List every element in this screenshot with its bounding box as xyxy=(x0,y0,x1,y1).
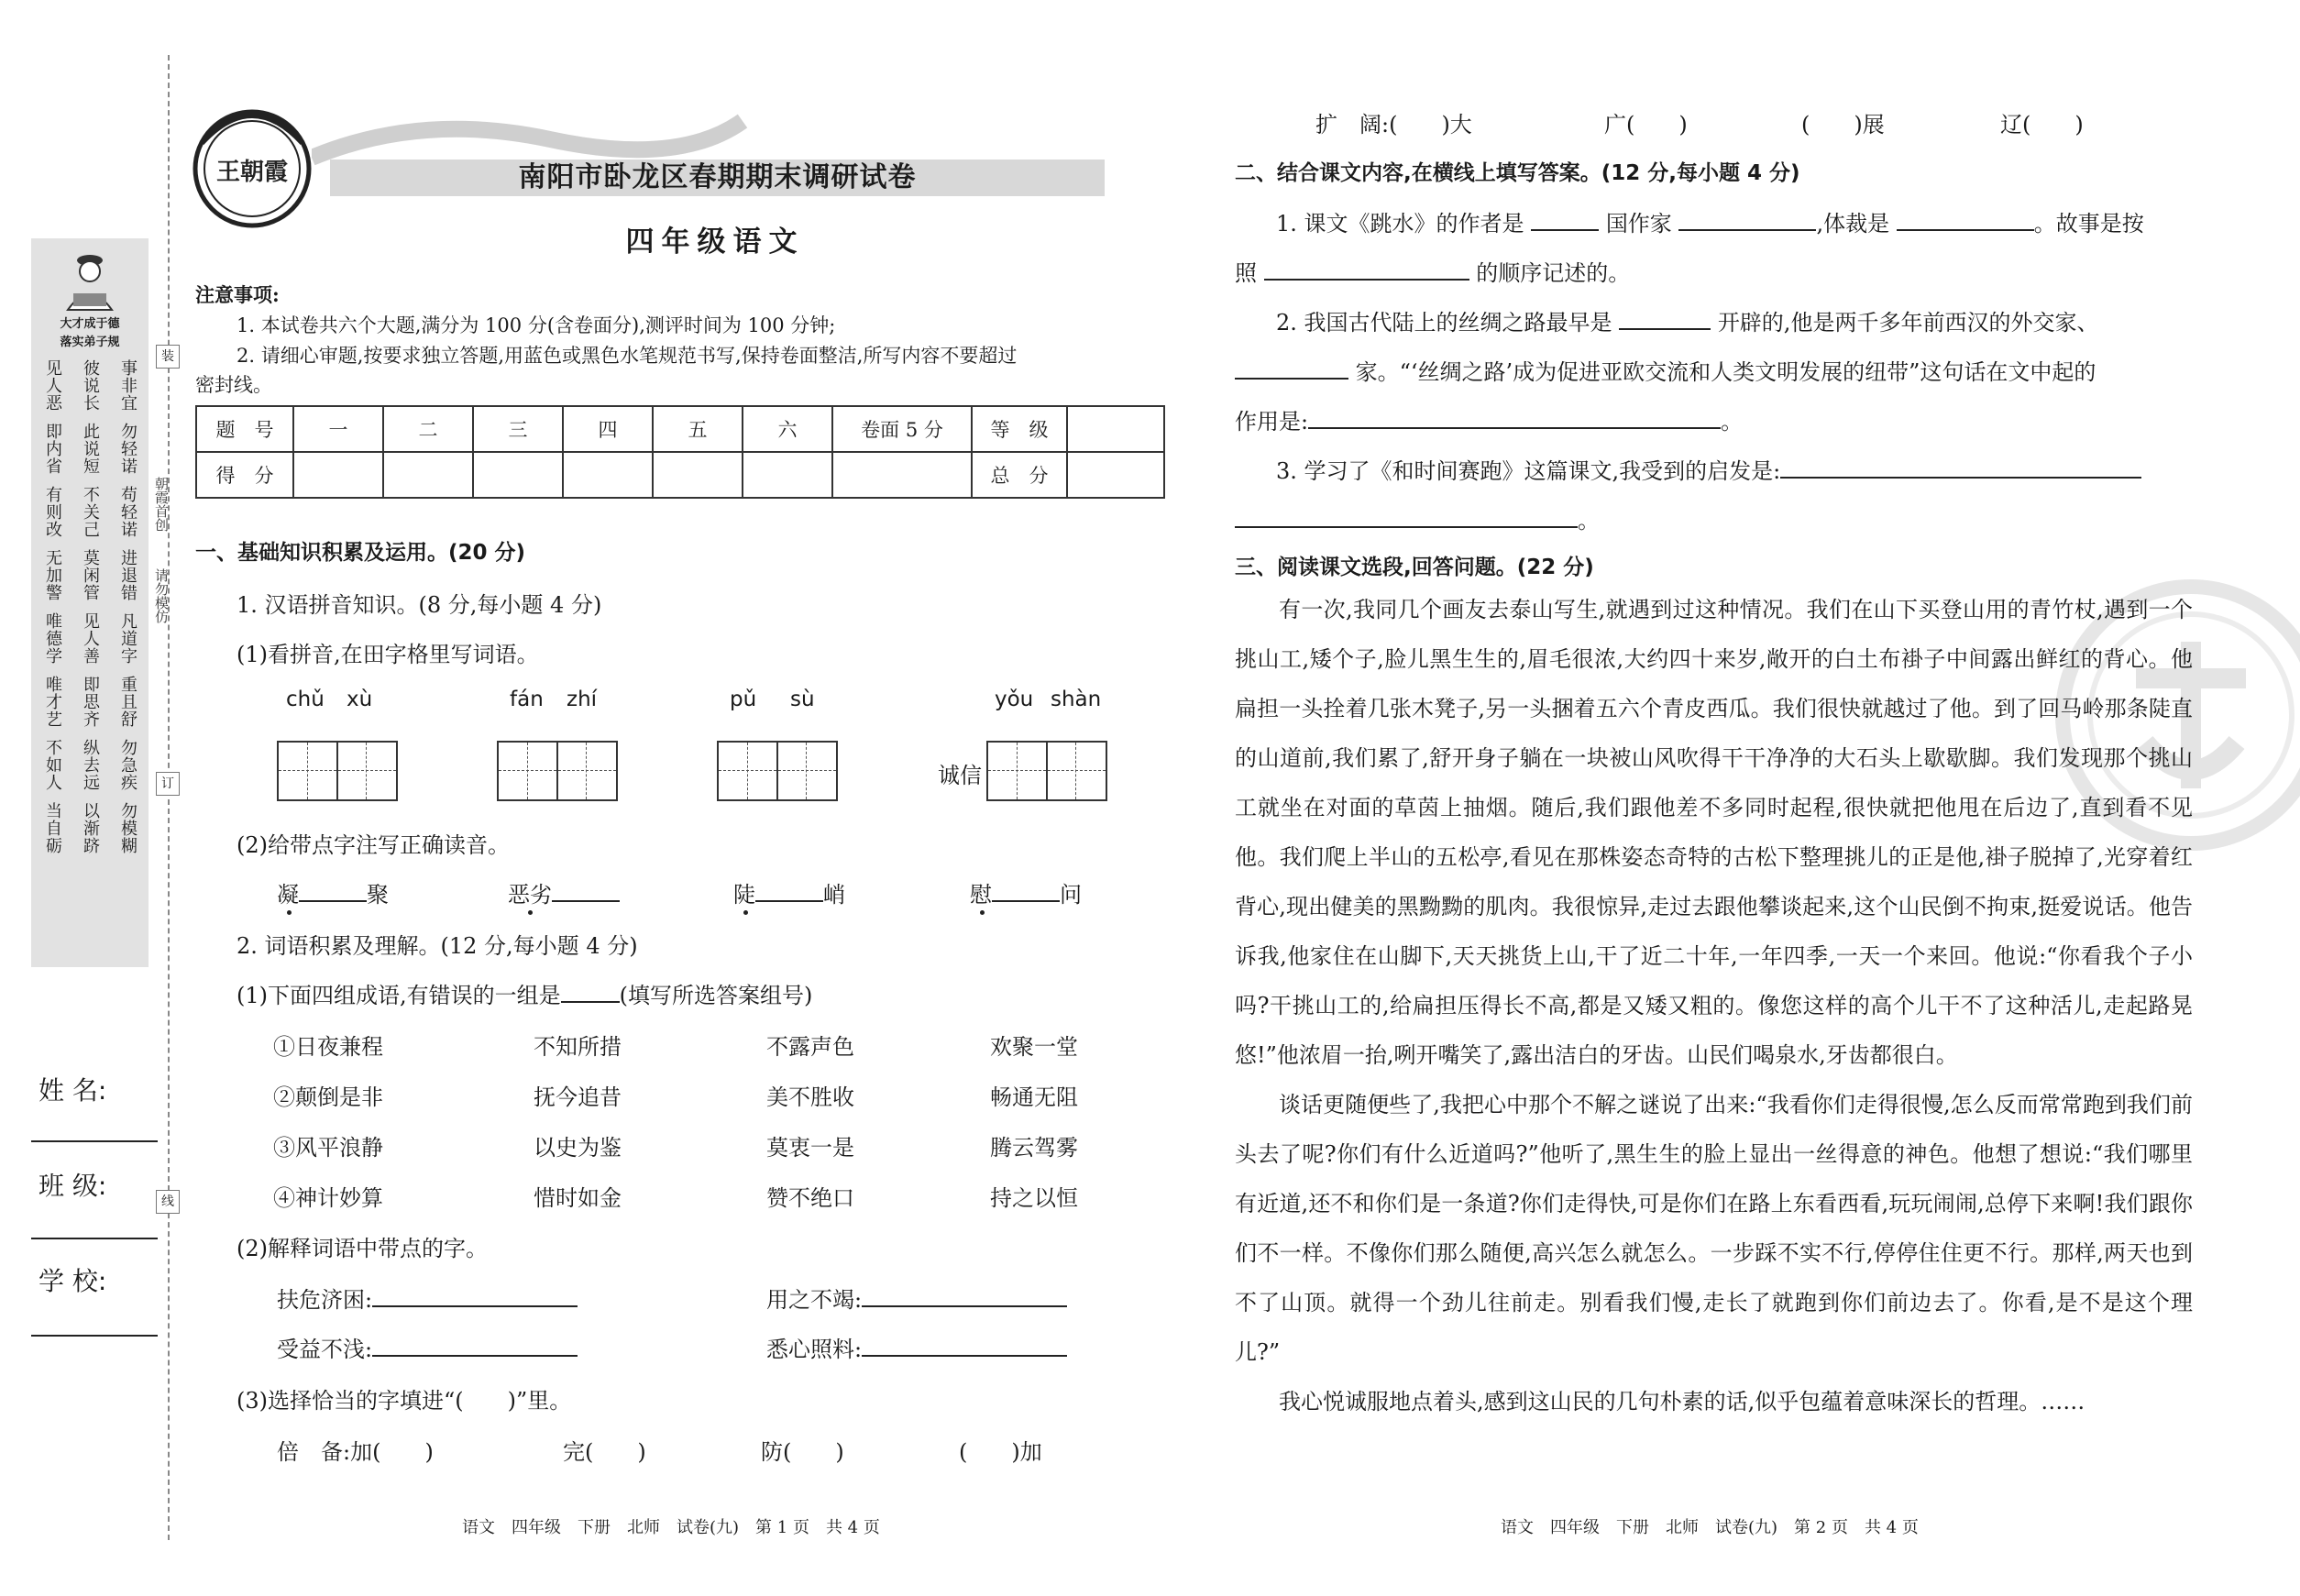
answer-blank[interactable] xyxy=(1619,328,1711,330)
s2-text: 3. 学习了《和时间赛跑》这篇课文,我受到的启发是: xyxy=(1276,458,1781,484)
motto-column: 苟轻诺 xyxy=(118,486,138,538)
passage-paragraph: 有一次,我同几个画友去泰山写生,就遇到过这种情况。我们在山下买登山用的青竹杖,遇到一个挑山工,矮个子,脸儿黑生生的,眉毛很浓,大约四十来岁,敞开的白土布褂子中间露出鲜红的背心。他扁担一头拴着几张木凳子,另一头捆着五六个青皮西瓜。我们很快就越过了他。到了回马岭那条陡直的山道前,我们累了,舒开身子躺在一块被山风吹得干干净净的大石头上歇歇脚。我们发现那个挑山工就坐在对面的草茵上抽烟。随后,我们跟他差不多同时起程,很快就把他甩在后边了,直到看不见他。我们爬上半山的五松亭,看见在那株姿态奇特的古松下整理挑儿的正是他,褂子脱掉了,光穿着红背心,现出健美的黑黝黝的肌肉。我很惊异,走过去跟他攀谈起来,这个山民倒不拘束,挺爱说话。他告诉我,他家住在山脚下,天天挑货上山,干了近二十年,一年四季,一天一个来回。他说:“你看我个子小吗?干挑山工的,给扁担压得长不高,都是又矮又粗的。像您这样的高个儿干不了这种活儿,走起路晃悠!”他浓眉一抬,咧开嘴笑了,露出洁白的牙齿。山民们喝泉水,牙齿都很白。 xyxy=(1235,597,2193,1068)
s2-text: 开辟的,他是两千多年前西汉的外交家、 xyxy=(1717,310,2099,336)
section2-heading: 二、结合课文内容,在横线上填写答案。(12 分,每小题 4 分) xyxy=(1235,161,1800,185)
pinyin-2a: fán xyxy=(510,688,544,711)
table-cell[interactable] xyxy=(1067,452,1164,498)
s2-text: 作用是: xyxy=(1235,409,1309,435)
tian-grid[interactable] xyxy=(497,741,618,801)
score-value-row xyxy=(196,452,1164,498)
class-label: 班 级: xyxy=(39,1171,107,1201)
motto-group xyxy=(39,359,141,412)
class-field[interactable] xyxy=(31,1238,158,1239)
idiom: 欢聚一堂 xyxy=(990,1034,1078,1060)
table-cell: 题 号 xyxy=(196,406,293,452)
s2-q2-line3 xyxy=(1235,403,1743,435)
s2-text: 的顺序记述的。 xyxy=(1476,260,1631,286)
table-cell[interactable] xyxy=(832,452,972,498)
cut-mark: 装 xyxy=(156,345,180,369)
table-cell[interactable] xyxy=(473,452,563,498)
fill-char[interactable]: 倍 备:加( ) xyxy=(277,1439,434,1465)
explain-item xyxy=(766,1331,1067,1363)
table-cell: 五 xyxy=(653,406,743,452)
motto-column: 即内省 xyxy=(43,423,62,475)
pinyin-1a: chǔ xyxy=(286,688,325,711)
motto-column: 当自砺 xyxy=(43,802,62,854)
table-cell: 总 分 xyxy=(972,452,1067,498)
phonetic-item xyxy=(733,876,845,908)
notes-heading: 注意事项: xyxy=(195,283,280,306)
explain-item xyxy=(277,1331,578,1363)
page-footer-right: 语文 四年级 下册 北师 试卷(九) 第 2 页 共 4 页 xyxy=(1501,1518,1919,1537)
answer-blank[interactable] xyxy=(992,900,1060,902)
answer-blank[interactable] xyxy=(1678,229,1816,231)
phonetic-item xyxy=(508,876,620,908)
s2-q1-line1 xyxy=(1276,205,2144,237)
answer-blank[interactable] xyxy=(1531,229,1599,231)
pinyin-4b: shàn xyxy=(1051,688,1102,711)
phonetic-item xyxy=(970,876,1082,908)
passage-paragraph: 谈话更随便些了,我把心中那个不解之谜说了出来:“我看你们走得很慢,怎么反而常常跑到我们前头去了呢?你们有什么近道吗?”他听了,黑生生的脸上显出一丝得意的神色。他想了想说:“我们哪里有近道,还不和你们是一条道?你们走得快,可是你们在路上东看西看,玩玩闹闹,总停下来啊!我们跟你们不一样。不像你们那么随便,高兴怎么就怎么。一步踩不实不行,停停住住更不行。那样,两天也到不了山顶。就得一个劲儿往前走。别看我们慢,走长了就跑到你们前边去了。你看,是不是这个理儿?” xyxy=(1235,1092,2193,1365)
motto-column: 唯德学 xyxy=(43,612,62,665)
answer-blank[interactable] xyxy=(1264,279,1469,281)
motto-group xyxy=(39,549,141,601)
motto-column: 不如人 xyxy=(43,739,62,791)
motto-group xyxy=(39,676,141,728)
motto-column: 以渐跻 xyxy=(81,802,100,854)
phonetic-rest: 问 xyxy=(1060,882,1082,908)
idiom: 以史为鉴 xyxy=(534,1135,622,1161)
motto-group xyxy=(39,612,141,665)
side-note-no-copy: 请勿模仿 xyxy=(153,568,170,623)
s2-text: 家。“‘丝绸之路’成为促进亚欧交流和人类文明发展的纽带”这句话在文中起的 xyxy=(1355,359,2096,385)
motto-column: 唯才艺 xyxy=(43,676,62,728)
publisher-logo xyxy=(183,97,321,235)
motto-column: 勿急疾 xyxy=(118,739,138,791)
idiom: 畅通无阻 xyxy=(990,1084,1078,1110)
ribbon-ornament xyxy=(312,103,752,167)
answer-blank[interactable] xyxy=(1235,526,1578,528)
table-cell[interactable] xyxy=(293,452,383,498)
motto-column: 纵去远 xyxy=(81,739,100,791)
phonetic-rest: 峭 xyxy=(823,882,845,908)
idiom: ②颠倒是非 xyxy=(273,1084,383,1110)
idiom: 美不胜收 xyxy=(766,1084,854,1110)
answer-blank[interactable] xyxy=(1308,427,1721,429)
table-cell: 四 xyxy=(563,406,653,452)
explain-item xyxy=(766,1282,1067,1314)
motto-column: 重且舒 xyxy=(118,676,138,728)
answer-blank[interactable] xyxy=(1780,477,2141,479)
answer-blank[interactable] xyxy=(552,900,620,902)
table-cell: 得 分 xyxy=(196,452,293,498)
idiom: 莫衷一是 xyxy=(766,1135,854,1161)
motto-column: 即思齐 xyxy=(81,676,100,728)
tian-grid[interactable] xyxy=(717,741,838,801)
pinyin-1b: xù xyxy=(347,688,373,711)
score-header-row xyxy=(196,406,1164,452)
s2-q3-line2 xyxy=(1235,502,1600,534)
motto-title xyxy=(35,315,145,352)
passage-paragraph: 我心悦诚服地点着头,感到这山民的几句朴素的话,似乎包蕴着意味深长的哲理。…… xyxy=(1279,1389,2085,1414)
cut-mark: 线 xyxy=(156,1190,180,1214)
motto-column: 见人恶 xyxy=(43,359,62,412)
idiom: 不知所措 xyxy=(534,1034,622,1060)
school-field[interactable] xyxy=(31,1335,158,1337)
table-cell[interactable] xyxy=(1067,406,1164,452)
fill-char[interactable]: 辽( ) xyxy=(2000,112,2084,138)
motto-column: 见人善 xyxy=(81,612,100,665)
explain-item xyxy=(277,1282,578,1314)
question-1: 1. 汉语拼音知识。(8 分,每小题 4 分) xyxy=(237,592,602,618)
s2-q2-line2 xyxy=(1235,354,2096,386)
s2-q1-line2 xyxy=(1235,255,1630,287)
scholar-figure-icon xyxy=(40,246,139,319)
answer-blank[interactable] xyxy=(372,1305,578,1307)
q2-1-text: (1)下面四组成语,有错误的一组是 xyxy=(237,983,561,1008)
dotted-char: 恶劣 xyxy=(508,882,552,908)
table-cell[interactable] xyxy=(743,452,832,498)
fill-char[interactable]: 扩 阔:( )大 xyxy=(1315,112,1472,138)
s2-text: ,体裁是 xyxy=(1816,211,1890,237)
table-cell: 三 xyxy=(473,406,563,452)
tian-grid[interactable] xyxy=(277,741,398,801)
explain-word: 用之不竭: xyxy=(766,1287,863,1313)
s2-text: 。 xyxy=(1578,508,1600,534)
answer-blank[interactable] xyxy=(1235,378,1348,380)
fill-char[interactable]: 防( ) xyxy=(761,1439,844,1465)
motto-group xyxy=(39,423,141,475)
s2-text: 照 xyxy=(1235,260,1257,286)
dotted-char: 凝 xyxy=(277,882,299,908)
table-cell[interactable] xyxy=(383,452,473,498)
question-1-2: (2)给带点字注写正确读音。 xyxy=(237,832,510,858)
question-2-1 xyxy=(237,977,812,1009)
motto-group xyxy=(39,802,141,854)
score-table xyxy=(195,405,1165,499)
s2-q3-line1 xyxy=(1276,453,2141,485)
idiom: 腾云驾雾 xyxy=(990,1135,1078,1161)
explain-word: 受益不浅: xyxy=(277,1337,373,1362)
name-label: 姓 名: xyxy=(39,1075,107,1106)
motto-columns xyxy=(39,359,141,865)
question-2: 2. 词语积累及理解。(12 分,每小题 4 分) xyxy=(237,933,638,959)
pinyin-4a: yǒu xyxy=(995,688,1034,711)
answer-blank[interactable] xyxy=(561,1001,620,1003)
note-item: 2. 请细心审题,按要求独立答题,用蓝色或黑色水笔规范书写,保持卷面整洁,所写内容不要超过 xyxy=(237,345,1018,367)
reading-passage xyxy=(1235,585,2193,1426)
s2-text: 国作家 xyxy=(1605,211,1672,237)
answer-blank[interactable] xyxy=(755,900,823,902)
note-item: 1. 本试卷共六个大题,满分为 100 分(含卷面分),测评时间为 100 分钟; xyxy=(237,314,836,336)
question-1-1: (1)看拼音,在田字格里写词语。 xyxy=(237,642,539,667)
idiom: ④神计妙算 xyxy=(273,1185,383,1211)
page-footer-left: 语文 四年级 下册 北师 试卷(九) 第 1 页 共 4 页 xyxy=(462,1518,880,1537)
motto-column: 勿轻诺 xyxy=(118,423,138,475)
motto-title-line: 大才成于德 xyxy=(60,317,120,331)
fill-char[interactable]: ( )加 xyxy=(959,1439,1042,1465)
idiom: 持之以恒 xyxy=(990,1185,1078,1211)
note-item: 密封线。 xyxy=(195,374,272,396)
binding-line xyxy=(168,55,170,1540)
motto-column: 有则改 xyxy=(43,486,62,538)
motto-column: 此说短 xyxy=(81,423,100,475)
dotted-char: 陡 xyxy=(733,882,755,908)
fill-char[interactable]: ( )展 xyxy=(1801,112,1885,138)
s2-text: 1. 课文《跳水》的作者是 xyxy=(1276,211,1524,237)
exam-title: 南阳市卧龙区春期期末调研试卷 xyxy=(518,161,917,193)
side-note-original: 朝霞首创 xyxy=(153,477,170,532)
s2-text: 。 xyxy=(1721,409,1744,435)
motto-title-line: 落实弟子规 xyxy=(60,336,120,349)
tian-grid[interactable] xyxy=(986,741,1107,801)
idiom: 赞不绝口 xyxy=(766,1185,854,1211)
dotted-char: 慰 xyxy=(970,882,992,908)
idiom: ①日夜兼程 xyxy=(273,1034,383,1060)
idiom: ③风平浪静 xyxy=(273,1135,383,1161)
motto-panel xyxy=(31,238,149,967)
school-label: 学 校: xyxy=(39,1266,107,1296)
answer-blank[interactable] xyxy=(1897,229,2034,231)
motto-group xyxy=(39,739,141,791)
idiom: 惜时如金 xyxy=(534,1185,622,1211)
explain-word: 扶危济困: xyxy=(277,1287,373,1313)
motto-column: 进退错 xyxy=(118,549,138,601)
cut-mark: 订 xyxy=(156,772,180,796)
phonetic-item xyxy=(277,876,389,908)
motto-column: 事非宜 xyxy=(118,359,138,412)
s2-text: 。故事是按 xyxy=(2033,211,2144,237)
answer-blank[interactable] xyxy=(862,1305,1067,1307)
table-cell[interactable] xyxy=(563,452,653,498)
section1-heading: 一、基础知识积累及运用。(20 分) xyxy=(195,541,526,565)
pinyin-2b: zhí xyxy=(567,688,598,711)
logo-text: 王朝霞 xyxy=(215,159,289,186)
answer-blank[interactable] xyxy=(299,900,367,902)
table-cell: 一 xyxy=(293,406,383,452)
table-cell: 等 级 xyxy=(972,406,1067,452)
motto-group xyxy=(39,486,141,538)
idiom: 抚今追昔 xyxy=(534,1084,622,1110)
pinyin-3b: sù xyxy=(790,688,815,711)
answer-blank[interactable] xyxy=(372,1355,578,1357)
pinyin-3a: pǔ xyxy=(730,688,757,711)
q2-1-text: (填写所选答案组号) xyxy=(619,983,813,1008)
s2-q2-line1 xyxy=(1276,304,2098,336)
explain-word: 悉心照料: xyxy=(766,1337,863,1362)
section3-heading: 三、阅读课文选段,回答问题。(22 分) xyxy=(1235,556,1594,579)
answer-blank[interactable] xyxy=(862,1355,1067,1357)
motto-column: 彼说长 xyxy=(81,359,100,412)
motto-column: 无加警 xyxy=(43,549,62,601)
table-cell: 二 xyxy=(383,406,473,452)
motto-column: 莫闲管 xyxy=(81,549,100,601)
motto-column: 凡道字 xyxy=(118,612,138,665)
table-cell: 卷面 5 分 xyxy=(832,406,972,452)
fill-char[interactable]: 完( ) xyxy=(563,1439,646,1465)
name-field[interactable] xyxy=(31,1140,158,1142)
question-2-2: (2)解释词语中带点的字。 xyxy=(237,1236,488,1261)
motto-column: 不关己 xyxy=(81,486,100,538)
table-cell[interactable] xyxy=(653,452,743,498)
fill-char[interactable]: 广( ) xyxy=(1604,112,1688,138)
phonetic-rest: 聚 xyxy=(367,882,389,908)
exam-subtitle: 四年级语文 xyxy=(625,226,805,259)
table-cell: 六 xyxy=(743,406,832,452)
idiom: 不露声色 xyxy=(766,1034,854,1060)
motto-column: 勿模糊 xyxy=(118,802,138,854)
grid-prefix: 诚信 xyxy=(938,763,982,788)
question-2-3: (3)选择恰当的字填进“( )”里。 xyxy=(237,1388,572,1414)
s2-text: 2. 我国古代陆上的丝绸之路最早是 xyxy=(1276,310,1612,336)
